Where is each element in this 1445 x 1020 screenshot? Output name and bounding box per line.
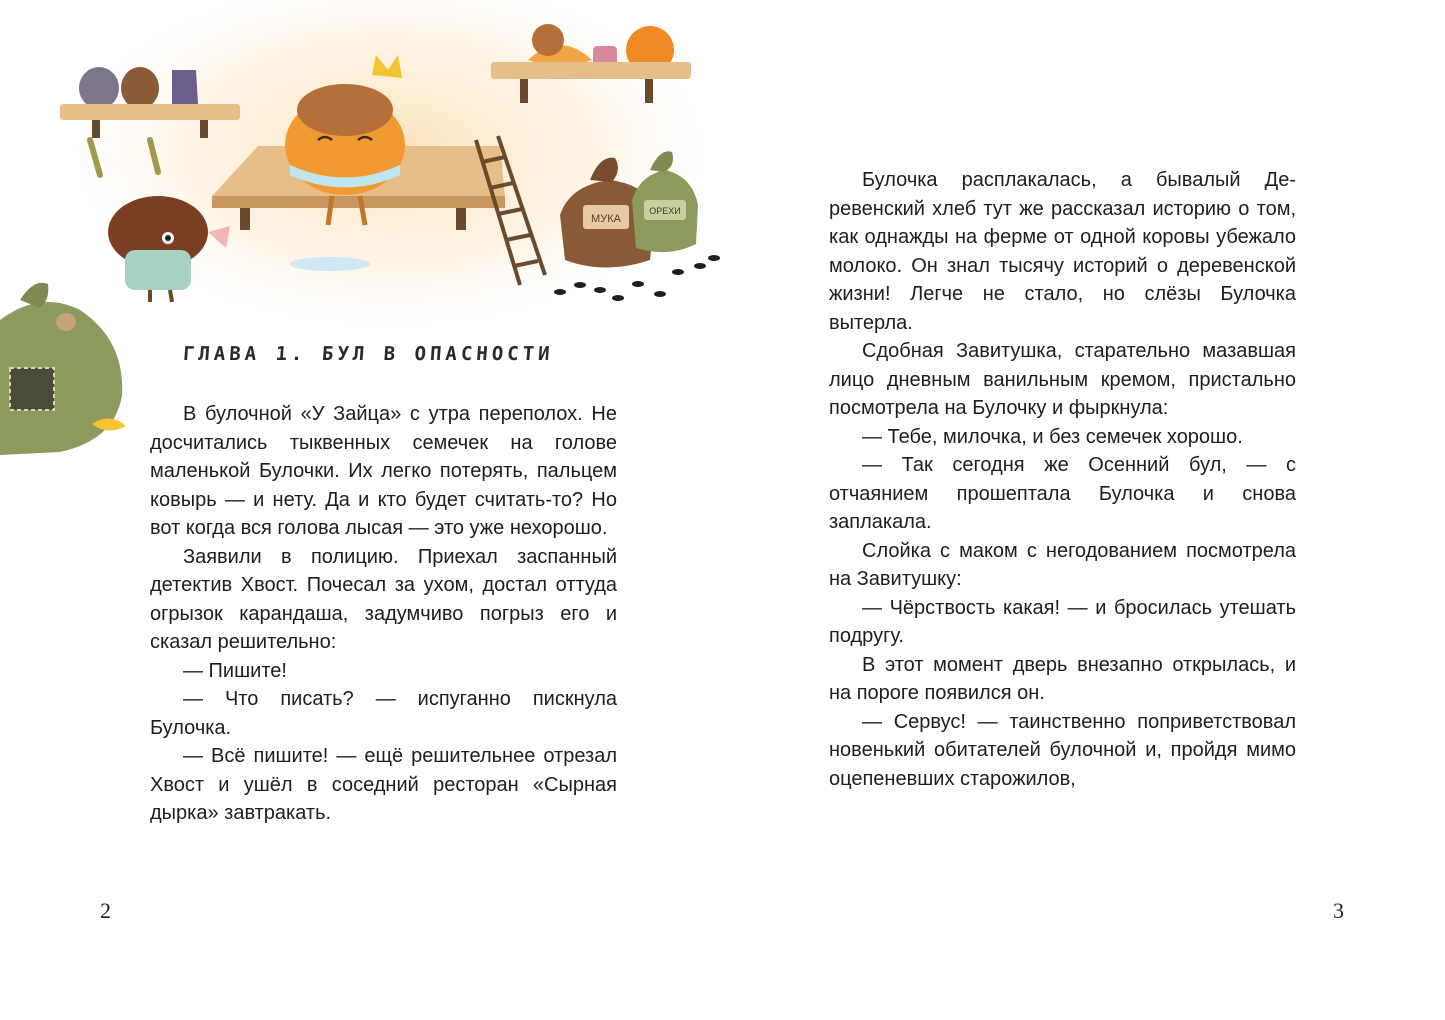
right-page-text bbox=[829, 166, 1296, 793]
paragraph: — Так сегодня же Осенний бул, — с отчаянием прошептала Булочка и снова заплакала. bbox=[829, 454, 1296, 533]
nuts-sack-label: ОРЕХИ bbox=[649, 206, 681, 216]
mouse-icon bbox=[56, 313, 76, 331]
paragraph: — Сервус! — таинственно поприветствовал новенький обитателей булочной и, пройдя мимо оцепеневших старожилов, bbox=[829, 710, 1296, 790]
small-sack-brown-icon bbox=[121, 67, 159, 109]
jug-icon bbox=[172, 70, 198, 104]
paragraph: В булочной «У Зайца» с утра переполох. Не досчитались тыквенных семечек на голове маленькой Булочки. Их легко потерять, пальцем ковырь — и нету. Да и кто будет считать-то? Но вот когда вся голова лысая — это уже нехорошо. bbox=[150, 403, 617, 539]
chapter-title: ГЛАВА 1. БУЛ В ОПАСНОСТИ bbox=[182, 343, 555, 365]
page-number-left: 2 bbox=[100, 898, 111, 923]
paragraph: Слойка с маком с негодованием посмотрела на Завитушку: bbox=[829, 539, 1296, 590]
right-page bbox=[722, 0, 1445, 1020]
tear-puddle bbox=[290, 257, 370, 271]
paragraph: Сдобная Завитушка, старательно мазавшая лицо дневным ванильным кремом, пристально посмотрела на Булочку и фыркнула: bbox=[829, 340, 1296, 419]
big-green-sack bbox=[0, 283, 126, 455]
paragraph: Булочка расплакалась, а бывалый Деревенский хлеб тут же рассказал историю о том, как однажды на ферме от одной коровы убежало молоко. Он знал тысячу историй о деревенской жизни! Легче не стало, но слёзы Булочка вытерла. bbox=[829, 169, 1296, 334]
cake-icon bbox=[532, 24, 564, 56]
bakery-illustration bbox=[0, 0, 722, 460]
paragraph: — Всё пишите! — ещё решительнее отрезал Хвост и ушёл в соседний ресторан «Сырная дырка» завтракать. bbox=[150, 745, 617, 824]
flour-sack-label: МУКА bbox=[591, 213, 621, 225]
paragraph: В этот момент дверь внезапно открылась, и на пороге появился он. bbox=[829, 653, 1296, 704]
left-page-text bbox=[150, 400, 617, 828]
paragraph: — Что писать? — испуганно пискнула Булочка. bbox=[150, 688, 617, 739]
paragraph: Заявили в полицию. Приехал заспанный детектив Хвост. Почесал за ухом, достал оттуда огрызок карандаша, задумчиво погрыз его и сказал решительно: bbox=[150, 545, 617, 653]
page-number-right: 3 bbox=[1333, 898, 1344, 923]
left-page bbox=[0, 0, 722, 1020]
small-sack-grey-icon bbox=[79, 67, 119, 109]
paragraph: — Пишите! bbox=[183, 659, 287, 682]
paragraph: — Чёрствость какая! — и бросилась утешать подругу. bbox=[829, 596, 1296, 647]
paragraph: — Тебе, милочка, и без семечек хорошо. bbox=[862, 425, 1243, 448]
